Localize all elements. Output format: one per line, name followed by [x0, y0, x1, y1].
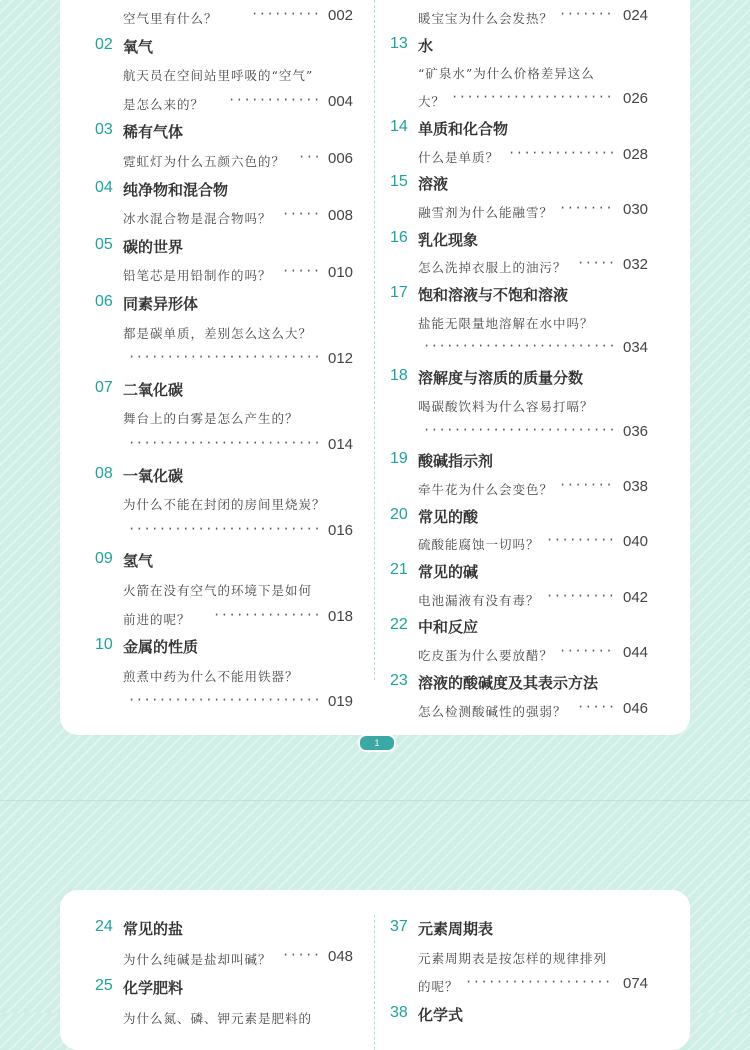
- chapter-number: 24: [95, 918, 113, 935]
- toc-chapter: [95, 179, 395, 205]
- toc-question-line: [95, 522, 395, 548]
- question-text: 是怎么来的？: [123, 96, 205, 112]
- chapter-title: 常见的盐: [123, 920, 184, 938]
- toc-question-line: [95, 665, 395, 691]
- toc-column-left: [95, 890, 395, 1050]
- chapter-number: 14: [390, 117, 408, 135]
- question-text: 舞台上的白雾是怎么产生的？: [123, 411, 299, 427]
- question-text: 电池漏液有没有毒？: [418, 592, 540, 608]
- chapter-number: 17: [390, 284, 408, 301]
- question-text: 硫酸能腐蚀一切吗？: [418, 537, 540, 553]
- question-text: 吃皮蛋为什么要放醋？: [418, 648, 554, 664]
- leader-dots: ·········: [251, 7, 321, 21]
- toc-chapter: [390, 1004, 690, 1030]
- chapter-title: 乳化现象: [418, 230, 479, 249]
- leader-dots: ·························: [128, 436, 322, 450]
- toc-card: [60, 0, 690, 735]
- chapter-number: 13: [390, 34, 408, 52]
- toc-question-line: [95, 264, 395, 290]
- chapter-number: 37: [390, 918, 408, 935]
- chapter-number: 22: [390, 616, 408, 634]
- question-text: 元素周期表是按怎样的规律排列: [418, 950, 608, 966]
- question-text: 喝碳酸饮料为什么容易打嗝？: [418, 398, 594, 414]
- question-text: 为什么氮、磷、钾元素是肥料的: [123, 1010, 313, 1026]
- chapter-number: 21: [390, 561, 408, 578]
- chapter-title: 纯净物和混合物: [123, 180, 229, 199]
- question-text: 为什么不能在封闭的房间里烧炭？: [123, 497, 326, 513]
- question-text: 怎么洗掉衣服上的油污？: [418, 260, 567, 276]
- leader-dots: ···: [298, 150, 322, 164]
- question-text: 前进的呢？: [123, 611, 191, 627]
- chapter-number: 19: [390, 450, 408, 468]
- chapter-number: 10: [95, 636, 113, 654]
- leader-dots: ·····: [577, 256, 616, 271]
- chapter-title: 同素异形体: [123, 295, 199, 313]
- toc-chapter: [95, 977, 395, 1003]
- toc-chapter: [390, 229, 690, 255]
- toc-column-right: [390, 0, 690, 735]
- chapter-title: 金属的性质: [123, 638, 199, 657]
- question-text: 航天员在空间站里呼吸的“空气”: [123, 68, 314, 84]
- question-text: 盐能无限量地溶解在水中吗？: [418, 315, 594, 331]
- chapter-title: 元素周期表: [418, 920, 494, 938]
- page-number: 044: [623, 644, 649, 662]
- page-number: 002: [328, 7, 354, 24]
- toc-question-line: [390, 90, 690, 116]
- toc-chapter: [95, 121, 395, 147]
- chapter-title: 氧气: [123, 37, 154, 56]
- chapter-title: 稀有气体: [123, 123, 184, 142]
- leader-dots: ·····················: [451, 90, 614, 105]
- question-text: 都是碳单质，差别怎么这么大？: [123, 325, 313, 341]
- chapter-number: 15: [390, 173, 408, 191]
- question-text: “矿泉水”为什么价格差异这么: [418, 66, 595, 82]
- toc-question-line: [390, 644, 690, 670]
- chapter-title: 常见的酸: [418, 507, 479, 526]
- chapter-number: 25: [95, 977, 113, 994]
- chapter-number: 16: [390, 228, 408, 246]
- chapter-number: 04: [95, 178, 113, 196]
- page-number: 032: [623, 256, 649, 274]
- toc-question-line: [95, 93, 395, 119]
- leader-dots: ·························: [128, 693, 322, 708]
- chapter-title: 溶液的酸碱度及其表示方法: [418, 673, 599, 692]
- question-text: 怎么检测酸碱性的强弱？: [418, 703, 567, 719]
- page-number: 016: [328, 521, 354, 539]
- chapter-number: 06: [95, 293, 113, 310]
- toc-chapter: [390, 118, 690, 144]
- leader-dots: ·······: [559, 7, 614, 21]
- chapter-number: 07: [95, 378, 113, 396]
- toc-question-line: [95, 150, 395, 176]
- toc-question-line: [390, 256, 690, 282]
- page-number: 040: [623, 533, 649, 551]
- toc-chapter: [390, 506, 690, 532]
- page-number: 034: [623, 339, 649, 357]
- question-text: 冰水混合物是混合物吗？: [123, 211, 272, 227]
- question-text: 煎煮中药为什么不能用铁器？: [123, 668, 299, 684]
- toc-chapter: [390, 561, 690, 587]
- chapter-title: 一氧化碳: [123, 466, 184, 485]
- page-number: 004: [328, 92, 354, 110]
- toc-chapter: [95, 236, 395, 262]
- toc-question-line: [390, 339, 690, 365]
- toc-column-right: [390, 890, 690, 1050]
- chapter-number: 03: [95, 121, 113, 139]
- leader-dots: ·········: [546, 588, 616, 603]
- chapter-number: 18: [390, 367, 408, 385]
- leader-dots: ·····: [282, 947, 321, 962]
- leader-dots: ·····: [282, 207, 321, 222]
- question-text: 牵牛花为什么会变色？: [418, 481, 554, 497]
- page-number: 048: [328, 947, 354, 965]
- toc-chapter: [390, 918, 690, 944]
- toc-chapter: [390, 35, 690, 61]
- leader-dots: ·······: [559, 477, 614, 492]
- leader-dots: ·························: [128, 521, 322, 536]
- page-number: 018: [328, 607, 354, 625]
- leader-dots: ·························: [128, 350, 322, 365]
- page-number: 030: [623, 200, 649, 218]
- toc-question-line: [390, 201, 690, 227]
- leader-dots: ·························: [423, 422, 617, 437]
- toc-chapter: [390, 173, 690, 199]
- toc-card-next: [60, 890, 690, 1050]
- toc-question-line: [95, 207, 395, 233]
- toc-chapter: [95, 465, 395, 491]
- chapter-number: 09: [95, 550, 113, 568]
- leader-dots: ·······: [559, 200, 614, 215]
- page-number: 026: [623, 90, 649, 108]
- chapter-number: 38: [390, 1003, 408, 1021]
- toc-question-line: [390, 947, 690, 973]
- leader-dots: ··············: [213, 607, 322, 622]
- chapter-number: 08: [95, 464, 113, 482]
- chapter-number: 02: [95, 35, 113, 53]
- chapter-number: 05: [95, 235, 113, 253]
- toc-chapter: [390, 284, 690, 310]
- page-number: 019: [328, 693, 354, 711]
- toc-question-line: [95, 608, 395, 634]
- page-number: 014: [328, 436, 354, 453]
- toc-chapter: [95, 293, 395, 319]
- page-number: 036: [623, 422, 649, 440]
- toc-chapter: [390, 672, 690, 698]
- question-text: 的呢？: [418, 979, 459, 994]
- question-text: 暖宝宝为什么会发热？: [418, 11, 554, 26]
- toc-chapter: [390, 616, 690, 642]
- toc-chapter: [95, 379, 395, 405]
- toc-chapter: [390, 450, 690, 476]
- question-text: 大？: [418, 94, 446, 110]
- toc-question-line: [390, 7, 690, 33]
- chapter-title: 碳的世界: [123, 237, 184, 256]
- page-number: 038: [623, 477, 649, 495]
- page-number-badge: 1: [358, 734, 396, 752]
- toc-question-line: [390, 62, 690, 88]
- toc-question-line: [390, 395, 690, 421]
- leader-dots: ············: [228, 92, 321, 107]
- chapter-title: 溶解度与溶质的质量分数: [418, 369, 584, 388]
- page-number: 006: [328, 150, 354, 167]
- toc-question-line: [95, 64, 395, 90]
- toc-question-line: [95, 436, 395, 462]
- toc-question-line: [390, 478, 690, 504]
- toc-chapter: [95, 636, 395, 662]
- toc-question-line: [95, 350, 395, 376]
- chapter-title: 化学式: [418, 1005, 464, 1024]
- question-text: 什么是单质？: [418, 149, 500, 165]
- chapter-title: 化学肥料: [123, 979, 184, 997]
- question-text: 空气里有什么？: [123, 11, 218, 26]
- page-number: 074: [623, 975, 649, 992]
- toc-question-line: [95, 693, 395, 719]
- page-separator: [0, 800, 750, 801]
- chapter-title: 溶液: [418, 175, 449, 194]
- question-text: 融雪剂为什么能融雪？: [418, 204, 554, 220]
- page-number: 042: [623, 588, 649, 606]
- leader-dots: ·····: [282, 264, 321, 279]
- leader-dots: ·····: [577, 699, 616, 714]
- chapter-title: 氢气: [123, 552, 154, 571]
- toc-question-line: [95, 407, 395, 433]
- toc-question-line: [95, 948, 395, 974]
- chapter-number: 23: [390, 671, 408, 689]
- toc-question-line: [390, 975, 690, 1001]
- toc-column-left: [95, 0, 395, 735]
- toc-question-line: [95, 493, 395, 519]
- page-number: 012: [328, 350, 354, 368]
- toc-question-line: [390, 700, 690, 726]
- toc-question-line: [390, 589, 690, 615]
- page-number: 024: [623, 7, 649, 24]
- leader-dots: ·······: [559, 644, 614, 659]
- chapter-title: 二氧化碳: [123, 380, 184, 399]
- toc-question-line: [95, 7, 395, 33]
- toc-chapter: [95, 918, 395, 944]
- question-text: 火箭在没有空气的环境下是如何: [123, 583, 313, 598]
- leader-dots: ·········: [546, 533, 616, 548]
- leader-dots: ···················: [465, 975, 612, 989]
- chapter-title: 水: [418, 36, 434, 55]
- chapter-title: 饱和溶液与不饱和溶液: [418, 286, 569, 304]
- page-number: 008: [328, 207, 354, 225]
- toc-chapter: [95, 36, 395, 62]
- chapter-number: 20: [390, 505, 408, 523]
- toc-question-line: [95, 1007, 395, 1033]
- question-text: 为什么纯碱是盐却叫碱？: [123, 951, 272, 967]
- page-number: 046: [623, 699, 649, 717]
- leader-dots: ·························: [423, 339, 617, 354]
- question-text: 铅笔芯是用铅制作的吗？: [123, 268, 272, 284]
- toc-question-line: [390, 312, 690, 338]
- toc-question-line: [95, 322, 395, 348]
- toc-chapter: [95, 550, 395, 576]
- chapter-title: 酸碱指示剂: [418, 452, 494, 471]
- page-number: 010: [328, 264, 354, 282]
- toc-question-line: [390, 423, 690, 449]
- chapter-title: 常见的碱: [418, 563, 479, 581]
- toc-chapter: [390, 367, 690, 393]
- toc-question-line: [390, 146, 690, 172]
- toc-question-line: [390, 533, 690, 559]
- chapter-title: 单质和化合物: [418, 119, 509, 138]
- leader-dots: ··············: [508, 145, 617, 160]
- chapter-title: 中和反应: [418, 618, 479, 637]
- page-number: 028: [623, 145, 649, 163]
- question-text: 霓虹灯为什么五颜六色的？: [123, 154, 286, 169]
- toc-question-line: [95, 579, 395, 605]
